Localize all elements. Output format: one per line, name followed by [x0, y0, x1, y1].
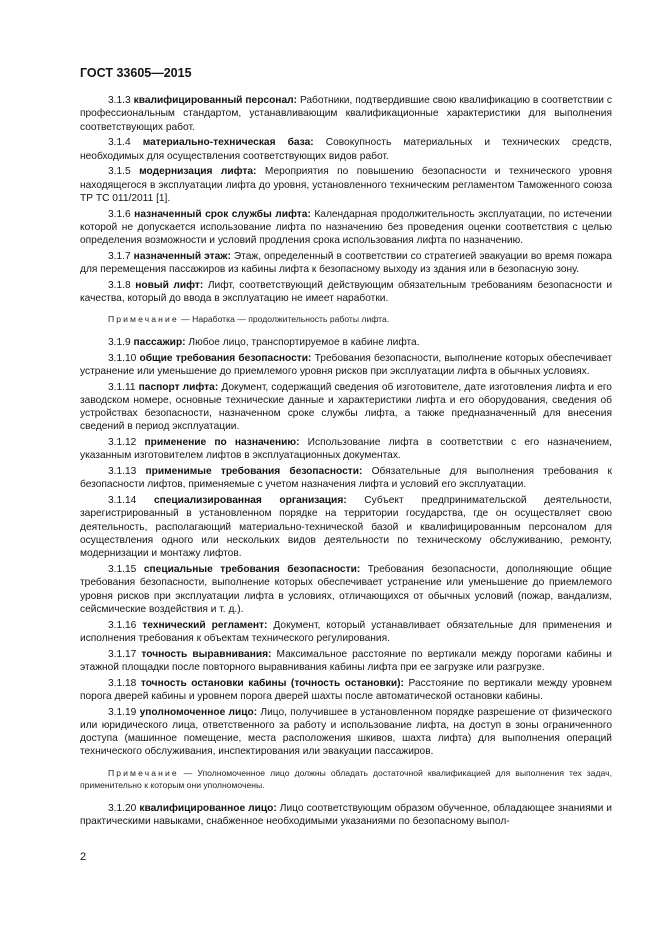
definition-text: Лифт, соответствующий действующим обязательным требованиям безопасности и качества, который до ввода в эксплуатацию не имеет наработки.	[80, 279, 613, 305]
definition-item	[80, 136, 612, 163]
definition-number: 3.1.13	[108, 466, 137, 478]
definition-item	[80, 648, 612, 675]
definition-text: Этаж, определенный в соответствии со стратегией эвакуации во время пожара для перемещения пассажиров из кабины лифта к безопасному выходу из здания или в безопасную зону.	[80, 250, 612, 276]
definition-term: общие требования безопасности:	[139, 352, 312, 364]
definition-text: Календарная продолжительность эксплуатации, по истечении которой не допускается использование лифта по назначению без проведения оценки соответствия с целью определения возможности и условий продления срока использования лифта по назначению.	[80, 208, 612, 247]
definition-term: применимые требования безопасности:	[145, 466, 363, 478]
definition-number: 3.1.10	[108, 352, 137, 364]
definition-text: Документ, содержащий сведения об изготовителе, дате изготовления лифта и его заводском номере, основные технические данные и характеристики лифта и его оборудования, сведения об устройствах безопасности, назначенном сроке службы лифта, а также предназначенный для внесения сведений в период эксплуатации.	[80, 381, 612, 433]
definition-number: 3.1.6	[108, 208, 131, 220]
definition-item	[80, 208, 612, 248]
definition-term: точность остановки кабины (точность остановки):	[140, 677, 404, 689]
note-1	[80, 313, 612, 326]
definition-number: 3.1.18	[108, 677, 137, 689]
definition-number: 3.1.7	[108, 250, 131, 262]
page-header-title: ГОСТ 33605—2015	[80, 66, 192, 80]
definitions-group-3	[80, 802, 612, 829]
note-label: Примечание	[108, 767, 179, 778]
definition-term: квалифицированный персонал:	[133, 95, 297, 106]
definition-term: технический регламент:	[142, 619, 268, 631]
definition-text: Совокупность материальных и технических средств, необходимых для осуществления соответствующих видов работ.	[80, 137, 612, 162]
note-text: — Наработка — продолжительность работы лифта.	[181, 314, 390, 325]
definition-number: 3.1.20	[108, 802, 137, 814]
definition-number: 3.1.9	[108, 336, 131, 348]
definition-item	[80, 381, 612, 434]
definition-term: новый лифт:	[135, 279, 204, 291]
definition-item	[80, 336, 612, 349]
note-label: Примечание	[108, 314, 179, 325]
definition-item	[80, 436, 612, 463]
definition-term: точность выравнивания:	[141, 648, 272, 660]
definition-text: Лицо, получившее в установленном порядке разрешение от физического или юридического лица, ответственного за работу и использование лифта, на доступ в зоны ограниченного доступа (машинное помещение, места расположения шкивов, шахта лифта) для выполнения операций технического обслуживания, инспектирования или эвакуации пассажиров.	[80, 706, 612, 758]
definitions-group-2	[80, 336, 612, 759]
definition-term: назначенный этаж:	[133, 250, 231, 262]
definitions-group-1	[80, 94, 612, 305]
definition-text: Лицо соответствующим образом обученное, обладающее знаниями и практическими навыками, снабженное необходимыми указаниями по безопасному выпол-	[80, 802, 612, 828]
definition-term: применение по назначению:	[144, 437, 300, 449]
definition-number: 3.1.12	[108, 437, 137, 449]
definition-item	[80, 677, 612, 704]
definition-item	[80, 706, 612, 759]
definition-number: 3.1.17	[108, 648, 137, 660]
definition-term: квалифицированное лицо:	[139, 802, 277, 814]
definition-item	[80, 494, 612, 560]
note-text: — Уполномоченное лицо должны обладать достаточной квалификацией для выполнения тех задач, применительно к которым они уполномочены.	[80, 767, 612, 791]
definition-item	[80, 619, 612, 646]
page-number: 2	[80, 851, 87, 863]
definition-number: 3.1.5	[108, 166, 131, 178]
definition-term: паспорт лифта:	[138, 381, 219, 393]
definition-text: Использование лифта в соответствии с его назначением, указанным изготовителем лифтов в эксплуатационных документах.	[80, 437, 612, 462]
definition-number: 3.1.16	[108, 619, 137, 631]
definition-number: 3.1.19	[108, 706, 137, 718]
definition-text: Расстояние по вертикали между уровнем порога дверей кабины и уровнем порога дверей шахты после автоматической остановки кабины.	[80, 677, 612, 702]
definition-number: 3.1.11	[108, 381, 136, 393]
definition-text: Мероприятия по повышению безопасности и технического уровня находящегося в эксплуатации лифта до уровня, установленного техническим регламентом Таможенного союза ТР ТС 011/2011 [1].	[80, 166, 612, 204]
definition-item	[80, 352, 612, 379]
definition-item	[80, 250, 612, 277]
definition-item	[80, 165, 612, 205]
definition-text: Обязательные для выполнения требования к безопасности лифтов, применяемые с учетом назначения лифта и условий его эксплуатации.	[80, 466, 612, 491]
definition-number: 3.1.3	[108, 95, 131, 106]
note-2	[80, 767, 612, 792]
definition-item	[80, 465, 612, 492]
definition-item	[80, 279, 612, 306]
definition-term: материально-техническая база:	[142, 137, 314, 149]
definition-number: 3.1.4	[108, 137, 131, 149]
definition-text: Любое лицо, транспортируемое в кабине лифта.	[188, 336, 420, 348]
definition-item	[80, 563, 612, 616]
definition-number: 3.1.15	[108, 564, 137, 575]
definition-term: модернизация лифта:	[139, 166, 257, 178]
definition-text: Максимальное расстояние по вертикали между порогами кабины и этажной площадки после повторного выравнивания кабины лифта при ее загрузке или разгрузке.	[80, 648, 612, 673]
definition-text: Требования безопасности, дополняющие общие требования безопасности, выполнение которых обеспечивает устранение или уменьшение до приемлемого уровня рисков при эксплуатации лифта в условиях, отличающихся от обычных условий (пожар, вандализм, сейсмические воздействия и т. д.).	[80, 564, 612, 615]
definition-number: 3.1.14	[108, 495, 137, 507]
definition-text: Субъект предпринимательской деятельности, зарегистрированный в установленном порядке на территории государства, где он осуществляет свою деятельность, располагающий материально-технической базой и квалифицированным персоналом для осуществления одного или нескольких видов деятельности по техническому обслуживанию, ремонту, модернизации и монтажу лифтов.	[80, 495, 612, 560]
definition-number: 3.1.8	[108, 279, 131, 291]
definition-term: специальные требования безопасности:	[143, 564, 361, 575]
document-body	[80, 94, 612, 831]
definition-term: специализированная организация:	[153, 495, 347, 507]
definition-text: Требования безопасности, выполнение которых обеспечивает устранение или уменьшение до приемлемого уровня рисков при эксплуатации лифта в обычных условиях.	[80, 352, 612, 377]
definition-term: уполномоченное лицо:	[139, 706, 258, 718]
definition-item	[80, 802, 612, 829]
definition-text: Работники, подтвердившие свою квалификацию в соответствии с профессиональным стандартом, устанавливающим квалификационные характеристики для выполнения соответствующих работ.	[80, 95, 612, 133]
definition-text: Документ, который устанавливает обязательные для применения и исполнения требования к объектам технического регулирования.	[80, 619, 612, 644]
definition-item	[80, 94, 612, 134]
definition-term: пассажир:	[133, 336, 186, 348]
definition-term: назначенный срок службы лифта:	[134, 208, 311, 220]
